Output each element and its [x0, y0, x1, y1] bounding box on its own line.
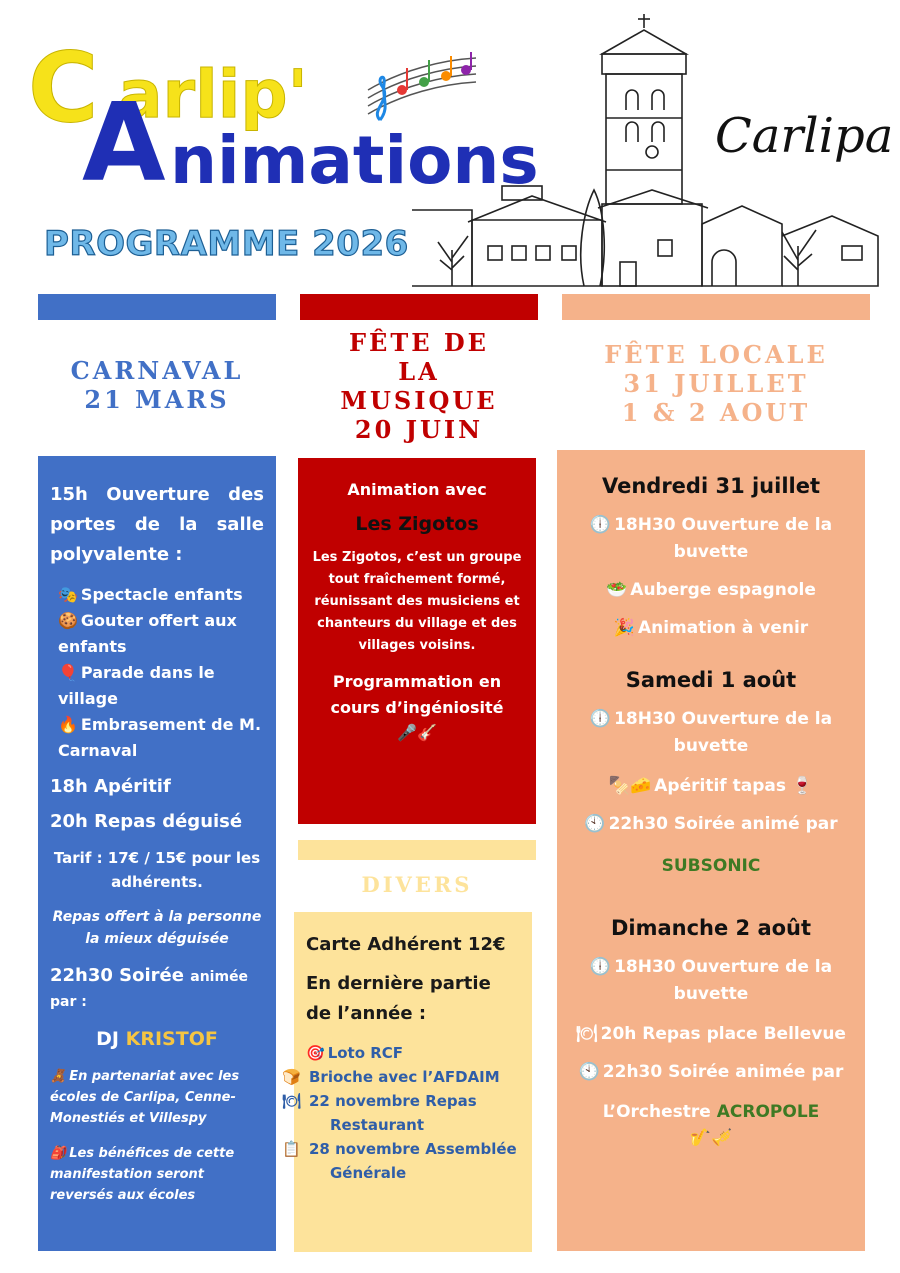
logo-initial-a: A	[82, 81, 166, 206]
fete-locale-heading	[562, 340, 870, 427]
list-item: 🎯 Loto RCF	[306, 1041, 520, 1065]
day-title-vendredi: Vendredi 31 juillet	[601, 474, 821, 498]
schedule-line: 🥗 Auberge espagnole	[606, 580, 816, 600]
fete-locale-heading-line1: FÊTE LOCALE	[604, 340, 828, 369]
schedule-line: 🕕 18H30 Ouverture de la buvette	[571, 512, 851, 566]
clock-icon: 🕙	[584, 814, 606, 834]
list-item: 🎈 Parade dans le village	[58, 660, 264, 712]
carnaval-heading-line2: 21 MARS	[84, 385, 230, 414]
fete-locale-top-bar	[562, 294, 870, 320]
musique-heading	[300, 328, 538, 444]
programme-title: PROGRAMME 2026	[44, 224, 409, 264]
divers-heading: DIVERS	[361, 872, 473, 897]
logo-initial-c: C	[28, 32, 99, 144]
theater-mask-icon: 🎭	[58, 585, 78, 604]
musique-animation-avec: Animation avec	[347, 480, 487, 499]
schedule-line: 🍢🧀 Apéritif tapas 🍷	[608, 776, 814, 796]
clock-icon: 🕕	[589, 957, 612, 977]
plate-icon: 🍽	[576, 1024, 598, 1044]
schedule-line: 🕕 18H30 Ouverture de la buvette	[571, 706, 851, 760]
musique-band: Les Zigotos	[355, 513, 479, 535]
carlipa-script-title: Carlipa	[715, 108, 894, 164]
clock-icon: 🕙	[578, 1062, 600, 1082]
musique-description: Les Zigotos, c’est un groupe tout fraîchement formé, réunissant des musiciens et chanteurs du village et des villages voisins.	[312, 550, 522, 653]
carnaval-activity-list	[50, 582, 264, 764]
fete-locale-box	[557, 450, 865, 1251]
divers-box	[282, 912, 532, 1252]
day-title-samedi: Samedi 1 août	[625, 668, 797, 692]
dj-name: KRISTOF	[125, 1028, 218, 1050]
schedule-line: 🎉 Animation à venir	[613, 618, 809, 638]
wine-glass-icon: 🍷	[791, 776, 814, 796]
schedule-line: 🕙 22h30 Soirée animée par	[578, 1062, 844, 1082]
band-acropole: L’Orchestre ACROPOLE	[602, 1102, 820, 1122]
divers-list	[282, 1041, 520, 1185]
list-item: 🎭 Spectacle enfants	[58, 582, 264, 608]
backpack-icon: 🎒	[50, 1146, 67, 1161]
musique-top-bar	[300, 294, 538, 320]
divers-derniere: En dernière partie de l’année :	[306, 973, 491, 1024]
fete-locale-heading-line3: 1 & 2 AOUT	[621, 398, 811, 427]
salad-icon: 🥗	[606, 580, 628, 600]
party-popper-icon: 🎉	[613, 618, 635, 638]
day-title-dimanche: Dimanche 2 août	[610, 916, 812, 940]
clock-icon: 🕕	[589, 709, 612, 729]
musique-programmation: Programmation en cours d’ingéniosité	[330, 672, 504, 717]
musique-heading-line1: FÊTE DE	[349, 328, 489, 357]
musique-heading-line3: MUSIQUE	[340, 386, 498, 415]
carnaval-box	[38, 456, 276, 1251]
carnaval-tarif: Tarif : 17€ / 15€ pour les adhérents.	[53, 849, 261, 891]
list-item: 🍞 Brioche avec l’AFDAIM	[282, 1068, 500, 1086]
logo-word-animations: nimations	[170, 122, 539, 199]
fire-icon: 🔥	[58, 715, 78, 734]
carnaval-aperitif: 18h Apéritif	[50, 776, 171, 797]
teddy-bear-icon: 🧸	[50, 1069, 67, 1084]
list-item: 🍪 Gouter offert aux enfants	[58, 608, 264, 660]
band-subsonic: SUBSONIC	[661, 856, 761, 876]
carnaval-dj: DJ KRISTOF	[96, 1028, 218, 1050]
clock-icon: 🕕	[589, 515, 612, 535]
microphone-guitar-icon: 🎤🎸	[397, 723, 437, 742]
divers-carte: Carte Adhérent 12€	[306, 934, 506, 955]
fete-locale-heading-line2: 31 JUILLET	[623, 369, 809, 398]
list-item: 📋 28 novembre Assemblée Générale	[282, 1140, 517, 1182]
schedule-line: 🕕 18H30 Ouverture de la buvette	[571, 954, 851, 1008]
divers-top-bar	[298, 840, 536, 860]
musique-box	[298, 458, 536, 824]
cookie-icon: 🍪	[58, 611, 78, 630]
carnaval-repas-offert: Repas offert à la personne la mieux déguisée	[52, 909, 262, 947]
carnaval-repas: 20h Repas déguisé	[50, 811, 243, 832]
saxophone-trumpet-icon: 🎷🎺	[689, 1128, 733, 1148]
target-icon: 🎯	[306, 1044, 325, 1062]
list-item: 🔥 Embrasement de M. Carnaval	[58, 712, 264, 764]
balloon-icon: 🎈	[58, 663, 78, 682]
musique-heading-line2: LA	[398, 357, 440, 386]
carnaval-benefices: 🎒 Les bénéfices de cette manifestation seront reversés aux écoles	[50, 1143, 264, 1206]
logo-word-carlip: arlip'	[118, 56, 308, 133]
schedule-line: 🕙 22h30 Soirée animé par	[584, 814, 838, 834]
musique-heading-line4: 20 JUIN	[354, 415, 484, 444]
list-item: 🍽 22 novembre Repas Restaurant	[282, 1092, 477, 1134]
carnaval-soiree: 22h30 Soirée animée par :	[50, 965, 249, 1010]
carnaval-heading	[38, 356, 276, 414]
skewer-cheese-icon: 🍢🧀	[608, 776, 652, 796]
carnaval-intro: 15h Ouverture des portes de la salle polyvalente :	[50, 484, 264, 565]
carnaval-top-bar	[38, 294, 276, 320]
carnaval-partenariat: 🧸 En partenariat avec les écoles de Carlipa, Cenne-Monestiés et Villespy	[50, 1066, 264, 1129]
carnaval-heading-line1: CARNAVAL	[70, 356, 244, 385]
schedule-line: 🍽 20h Repas place Bellevue	[576, 1024, 846, 1044]
